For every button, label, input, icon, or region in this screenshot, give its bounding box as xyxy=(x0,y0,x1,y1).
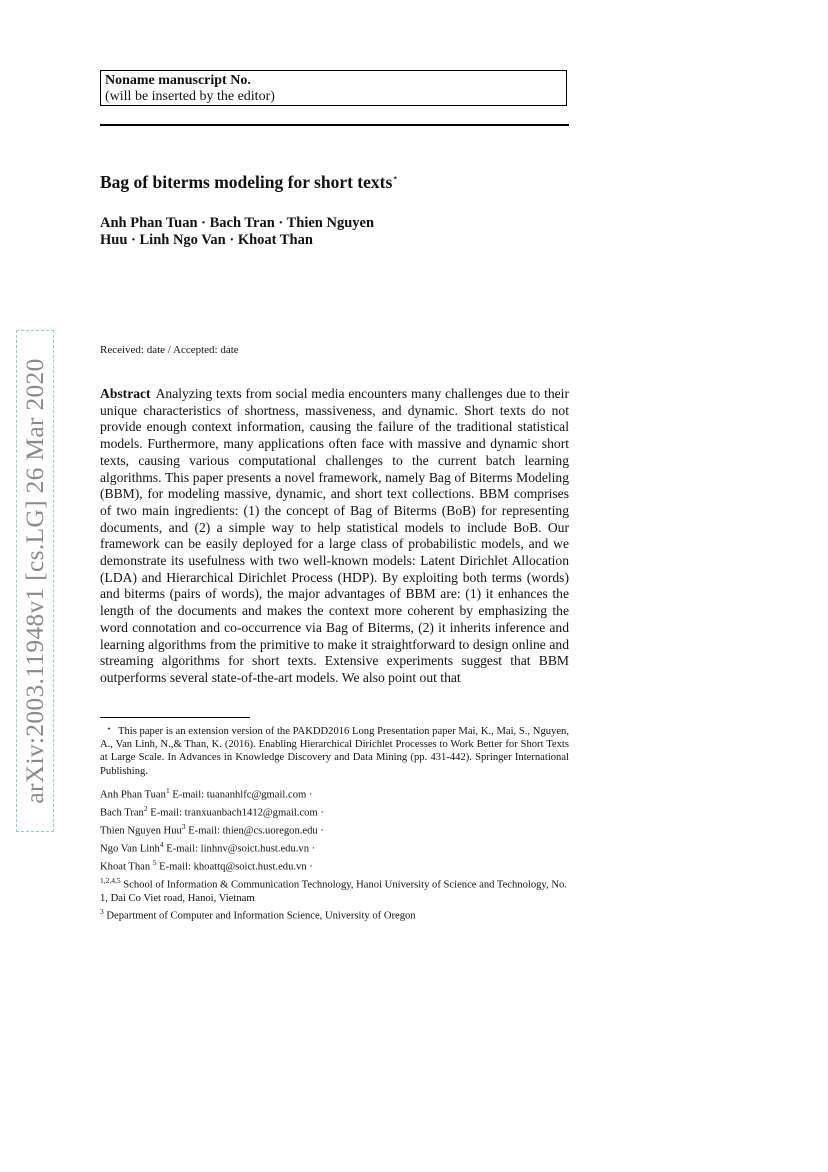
manuscript-number: Noname manuscript No. xyxy=(105,73,251,88)
author-name: Ngo Van Linh xyxy=(100,843,160,855)
title-footnote xyxy=(100,722,569,778)
institution-text: Department of Computer and Information Science, University of Oregon xyxy=(103,910,416,922)
author-email: E-mail: thien@cs.uoregon.edu · xyxy=(185,825,324,837)
footnote-rule xyxy=(100,717,250,718)
paper-title xyxy=(100,172,399,193)
affil-sup: 3 xyxy=(181,821,186,831)
affil-sup: 4 xyxy=(159,839,164,849)
author-email-line xyxy=(100,838,575,856)
author-email: E-mail: tuananhlfc@gmail.com · xyxy=(169,789,313,801)
editor-note: (will be inserted by the editor) xyxy=(105,89,275,104)
footnote-text: This paper is an extension version of the PAKDD2016 Long Presentation paper Mai, K., Mai, S., Nguyen, A., Van Linh, N.,& Than, K. (2016). Enabling Hierarchical Dirichlet Processes to Work Better for Short Texts at Large Scale. In Advances in Knowledge Discovery and Data Mining (pp. 431-442). Springer International Publishing. xyxy=(100,726,569,777)
title-footnote-mark: ⋆ xyxy=(392,173,399,185)
header-rule xyxy=(100,124,569,126)
author-email: E-mail: linhnv@soict.hust.edu.vn · xyxy=(163,843,316,855)
institution-line xyxy=(100,874,575,905)
arxiv-id-label: arXiv:2003.11948v1 [cs.LG] 26 Mar 2020 xyxy=(20,358,49,804)
affil-sup: 2 xyxy=(143,803,148,813)
institution-sup: 3 xyxy=(100,907,104,917)
author-email-line xyxy=(100,802,575,820)
affiliations xyxy=(100,784,575,923)
paper-title-text: Bag of biterms modeling for short texts xyxy=(100,172,393,192)
affil-sup: 1 xyxy=(165,786,170,795)
author-list: Anh Phan Tuan · Bach Tran · Thien Nguyen Huu · Linh Ngo Van · Khoat Than xyxy=(100,215,375,248)
footnote-mark: ⋆ xyxy=(106,724,112,733)
abstract xyxy=(100,386,569,687)
author-email: E-mail: khoattq@soict.hust.edu.vn · xyxy=(156,861,313,873)
author-email-line xyxy=(100,820,575,838)
arxiv-stamp xyxy=(16,330,54,832)
author-email-line xyxy=(100,784,575,802)
author-name: Bach Tran xyxy=(100,807,144,819)
institution-sup: 1,2,4,5 xyxy=(100,875,121,885)
author-email-line xyxy=(100,856,575,874)
institution-line xyxy=(100,905,575,923)
institution-text: School of Information & Communication Technology, Hanoi University of Science and Technology, No. 1, Dai Co Viet road, Hanoi, Vietnam xyxy=(100,879,567,904)
author-name: Anh Phan Tuan xyxy=(100,789,166,801)
author-name: Khoat Than xyxy=(100,861,153,873)
author-email: E-mail: tranxuanbach1412@gmail.com · xyxy=(147,807,324,819)
abstract-label: Abstract xyxy=(100,386,151,401)
author-name: Thien Nguyen Huu xyxy=(100,825,182,837)
abstract-text: Analyzing texts from social media encounters many challenges due to their unique characteristics of shortness, massiveness, and dynamic. Short texts do not provide enough context information, causing the failure of the traditional statistical models. Furthermore, many applications often face with massive and dynamic short texts, causing various computational challenges to the current batch learning algorithms. This paper presents a novel framework, namely Bag of Biterms Modeling (BBM), for modeling massive, dynamic, and short text collections. BBM comprises of two main ingredients: (1) the concept of Bag of Biterms (BoB) for representing documents, and (2) a simple way to help statistical models to include BoB. Our framework can be easily deployed for a large class of probabilistic models, and we demonstrate its usefulness with two well-known models: Latent Dirichlet Allocation (LDA) and Hierarchical Dirichlet Process (HDP). By exploiting both terms (words) and biterms (pairs of words), the major advantages of BBM are: (1) it enhances the length of the documents and makes the context more coherent by emphasizing the word connotation and co-occurrence via Bag of Biterms, (2) it inherits inference and learning algorithms from the primitive to make it straightforward to design online and streaming algorithms for short texts. Extensive experiments suggest that BBM outperforms several state-of-the-art models. We also point out that xyxy=(100,386,569,685)
affil-sup: 5 xyxy=(152,857,157,867)
manuscript-info-box xyxy=(100,70,567,106)
received-date: Received: date / Accepted: date xyxy=(100,344,239,356)
